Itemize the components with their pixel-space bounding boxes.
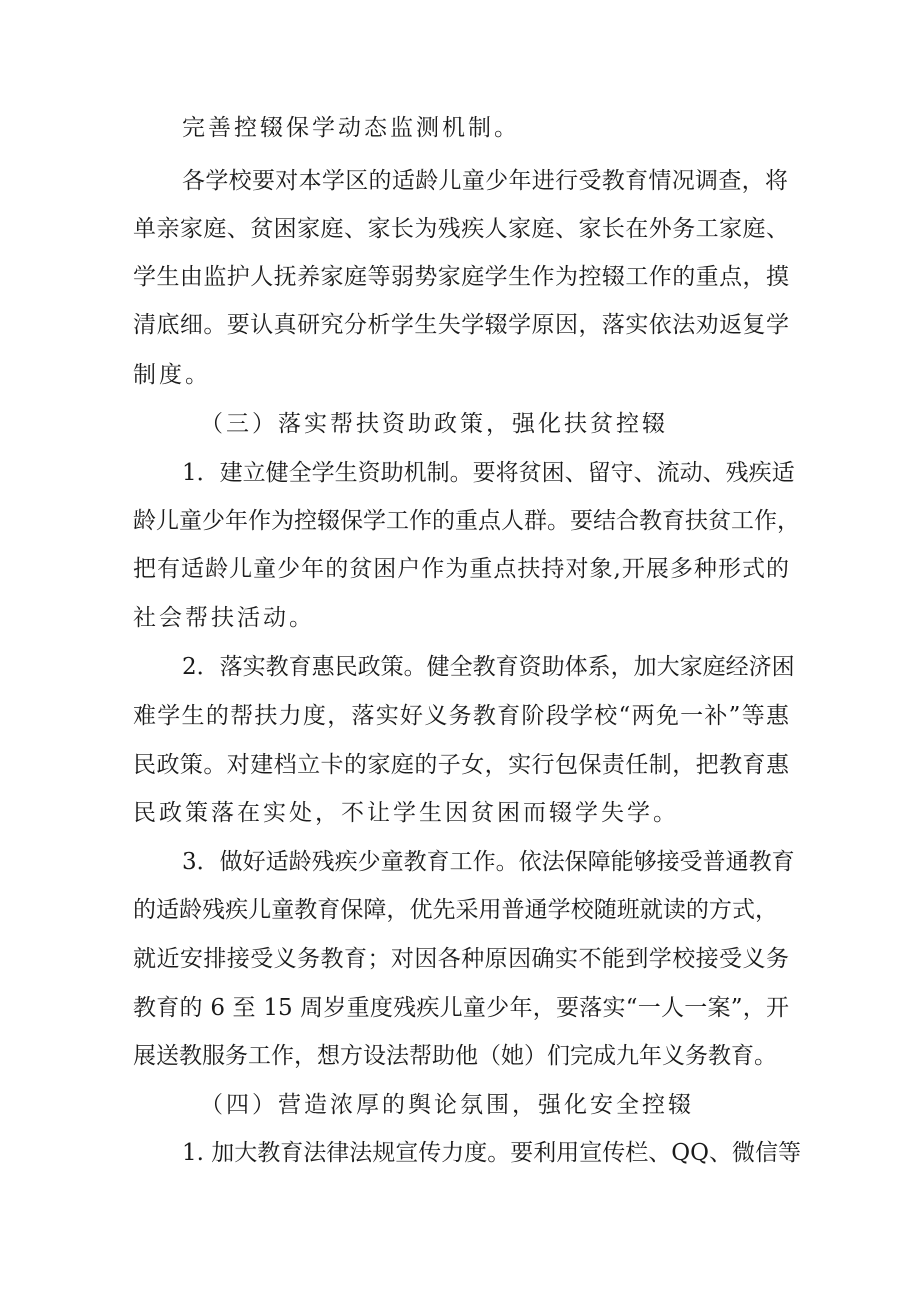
text-line: 难学生的帮扶力度，落实好义务教育阶段学校“两免一补”等惠 — [133, 703, 789, 729]
text-line: 制度。 — [133, 362, 211, 388]
text-line: 清底细。要认真研究分析学生失学辍学原因，落实依法劝返复学 — [133, 312, 789, 338]
text-line: 教育的 6 至 15 周岁重度残疾儿童少年，要落实“一人一案”，开 — [133, 995, 789, 1021]
text-line: 2．落实教育惠民政策。健全教育资助体系，加大家庭经济困 — [182, 654, 795, 680]
text-line: 把有适龄儿童少年的贫困户作为重点扶持对象,开展多种形式的 — [133, 556, 789, 582]
section-heading: （四）营造浓厚的舆论氛围，强化安全控辍 — [200, 1092, 694, 1118]
text-line: 单亲家庭、贫困家庭、家长为残疾人家庭、家长在外务工家庭、 — [133, 216, 789, 242]
text-line: 1. 加大教育法律法规宣传力度。要利用宣传栏、QQ、微信等 — [182, 1140, 801, 1166]
text-line: 完善控辍保学动态监测机制。 — [182, 115, 520, 141]
text-line: 1．建立健全学生资助机制。要将贫困、留守、流动、残疾适 — [182, 460, 795, 486]
text-line: 展送教服务工作，想方设法帮助他（她）们完成九年义务教育。 — [133, 1043, 777, 1069]
text-line: 的适龄残疾儿童教育保障，优先采用普通学校随班就读的方式， — [133, 897, 778, 923]
text-line: 龄儿童少年作为控辍保学工作的重点人群。要结合教育扶贫工作， — [133, 508, 800, 534]
text-line: 3．做好适龄残疾少童教育工作。依法保障能够接受普通教育 — [182, 849, 795, 875]
text-line: 民政策。对建档立卡的家庭的子女，实行包保责任制，把教育惠 — [133, 752, 789, 778]
section-heading: （三）落实帮扶资助政策，强化扶贫控辍 — [200, 411, 668, 437]
text-line: 学生由监护人抚养家庭等弱势家庭学生作为控辍工作的重点，摸 — [133, 264, 789, 290]
text-line: 就近安排接受义务教育；对因各种原因确实不能到学校接受义务 — [133, 946, 789, 972]
text-line: 社会帮扶活动。 — [133, 605, 315, 631]
text-line: 各学校要对本学区的适龄儿童少年进行受教育情况调查，将 — [182, 168, 788, 194]
text-line: 民政策落在实处，不让学生因贫困而辍学失学。 — [133, 800, 679, 826]
